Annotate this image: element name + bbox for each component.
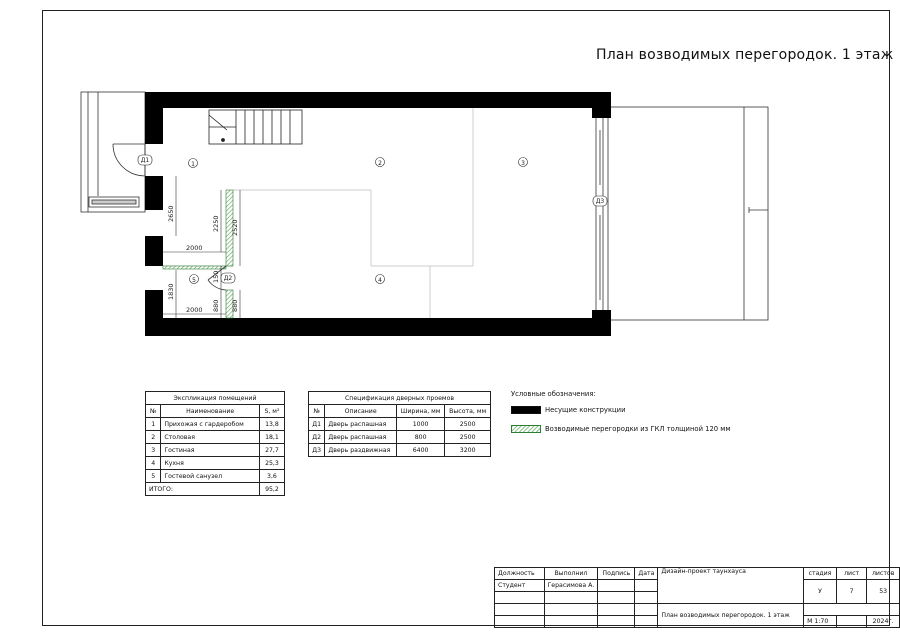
stamp-h-done: Выполнил (544, 568, 598, 580)
dim-2520: 2520 (231, 219, 239, 236)
stamp-h-position: Должность (495, 568, 545, 580)
stamp-scale: М 1:70 (804, 616, 837, 628)
door-spec-caption: Спецификация дверных проемов (309, 392, 491, 405)
total-value: 95,2 (259, 483, 284, 496)
legend-item-partitions: Возводимые перегородки из ГКЛ толщиной 120 мм (511, 424, 731, 434)
drawing-title: План возводимых перегородок. 1 этаж (596, 47, 894, 63)
room-label-3: 3 (521, 160, 525, 167)
explication-header-num: № (146, 405, 161, 418)
green-hatch-swatch (511, 425, 541, 433)
stamp-stage: У (804, 580, 837, 604)
staircase (209, 110, 302, 144)
table-row: Д2 Дверь распашная 800 2500 (309, 431, 491, 444)
room-label-2: 2 (378, 160, 382, 167)
stamp-role: Студент (495, 580, 545, 592)
dim-2650: 2650 (167, 205, 175, 222)
table-row: 2 Столовая 18,1 (146, 431, 285, 444)
stamp-h-sheet: лист (836, 568, 866, 580)
door-spec-table: Спецификация дверных проемов № Описание Ширина, мм Высота, мм Д1 Дверь распашная 1000 2500 Д2 Дверь распашная 800 2500 Д3 Дверь раздвижная 6400 3200 (308, 391, 491, 457)
door-tag-d2: Д2 (223, 275, 233, 282)
door-d3-sliding (596, 118, 603, 310)
room-label-4: 4 (378, 277, 382, 284)
room-borders (163, 108, 473, 318)
left-porch (81, 92, 145, 212)
load-bearing-walls (145, 92, 611, 336)
explication-table (145, 391, 285, 496)
table-row: 1 Прихожая с гардеробом 13,8 (146, 418, 285, 431)
dim-2000-top: 2000 (186, 244, 203, 252)
dim-150: 150 (212, 270, 220, 283)
room-label-5: 5 (192, 277, 196, 284)
dim-1830: 1830 (167, 283, 175, 300)
table-row: Д3 Дверь раздвижная 6400 3200 (309, 444, 491, 457)
table-row: 4 Кухня 25,3 (146, 457, 285, 470)
stamp-h-signature: Подпись (598, 568, 635, 580)
title-block (494, 567, 900, 628)
right-terrace (608, 107, 768, 320)
black-fill-swatch (511, 406, 541, 414)
table-row: Д1 Дверь распашная 1000 2500 (309, 418, 491, 431)
stamp-name: Герасимова А. (544, 580, 598, 592)
explication-header-name: Наименование (161, 405, 260, 418)
stamp-h-date: Дата (635, 568, 658, 580)
stamp-project: Дизайн-проект таунхауса (658, 568, 804, 604)
total-label: ИТОГО: (146, 483, 260, 496)
table-row: 3 Гостиная 27,7 (146, 444, 285, 457)
legend-title: Условные обозначения: (511, 390, 596, 398)
room-label-1: 1 (191, 161, 195, 168)
table-row: 5 Гостевой санузел 3,6 (146, 470, 285, 483)
stamp-sheet-title: План возводимых перегородок. 1 этаж (658, 604, 804, 628)
stamp-h-stage: стадия (804, 568, 837, 580)
door-tag-d3: Д3 (595, 198, 605, 205)
explication-header-area: S, м² (259, 405, 284, 418)
legend-item-walls: Несущие конструкции (511, 405, 626, 415)
stamp-h-sheets: листов (867, 568, 900, 580)
dim-880-b: 880 (231, 299, 239, 312)
stamp-sheet: 7 (836, 580, 866, 604)
dim-880-a: 880 (212, 299, 220, 312)
stamp-sheets: 53 (867, 580, 900, 604)
dim-2250: 2250 (212, 215, 220, 232)
explication-caption: Экспликация помещений (146, 392, 285, 405)
stamp-year: 2024г. (867, 616, 900, 628)
door-tag-d1: Д1 (140, 157, 150, 164)
table-total-row (146, 483, 285, 496)
dim-2000-bottom: 2000 (186, 306, 203, 314)
